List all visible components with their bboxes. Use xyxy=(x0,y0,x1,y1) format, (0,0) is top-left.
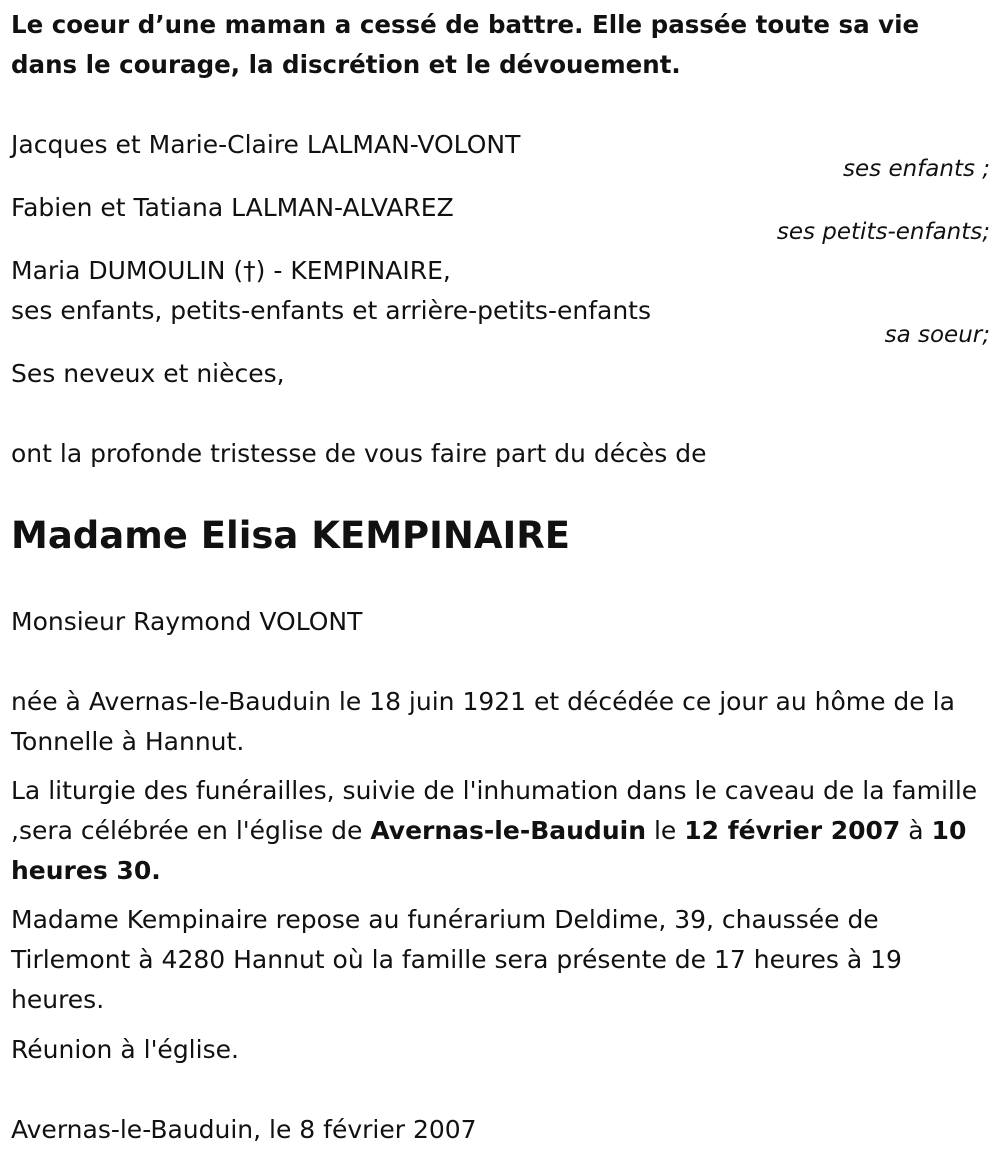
children-names: Jacques et Marie-Claire LALMAN-VOLONT xyxy=(11,130,521,159)
intro-line-2: dans le courage, la discrétion et le dévouement. xyxy=(11,50,681,79)
visitation-paragraph: Madame Kempinaire repose au funérarium Deldime, 39, chaussée de Tirlemont à 4280 Hannut où la famille sera présente de 17 heures à 19 heures. xyxy=(11,905,902,1014)
grandchildren-role: ses petits-enfants; xyxy=(776,219,990,245)
funeral-text-2: le xyxy=(646,816,685,845)
announcement-line: ont la profonde tristesse de vous faire part du décès de xyxy=(11,439,707,468)
funeral-text-4: . xyxy=(151,856,161,885)
funeral-place: Avernas-le-Bauduin xyxy=(370,816,646,845)
sister-names-line-2: ses enfants, petits-enfants et arrière-petits-enfants xyxy=(11,296,651,325)
deceased-name: Madame Elisa KEMPINAIRE xyxy=(11,514,571,557)
intro-line-1: Le coeur d’une maman a cessé de battre. Elle passée toute sa vie xyxy=(11,10,920,39)
funeral-text-3: à xyxy=(900,816,932,845)
grandchildren-names: Fabien et Tatiana LALMAN-ALVAREZ xyxy=(11,193,454,222)
funeral-paragraph xyxy=(11,771,986,891)
children-role: ses enfants ; xyxy=(843,156,990,182)
signature-line: Avernas-le-Bauduin, le 8 février 2007 xyxy=(11,1115,477,1144)
meeting-line: Réunion à l'église. xyxy=(11,1035,239,1064)
sister-role: sa soeur; xyxy=(884,322,990,348)
nephews-line: Ses neveux et nièces, xyxy=(11,359,285,388)
spouse-name: Monsieur Raymond VOLONT xyxy=(11,607,363,636)
funeral-date: 12 février 2007 xyxy=(684,816,901,845)
funeral-text-1: La liturgie des funérailles, suivie de l'inhumation dans le caveau de la famille ,sera célébrée en l'église de xyxy=(11,776,978,845)
funeral-time: 10 heures 30 xyxy=(11,816,967,885)
birth-paragraph: née à Avernas-le-Bauduin le 18 juin 1921 et décédée ce jour au hôme de la Tonnelle à Hannut. xyxy=(11,687,955,756)
sister-names-line-1: Maria DUMOULIN (†) - KEMPINAIRE, xyxy=(11,256,451,285)
